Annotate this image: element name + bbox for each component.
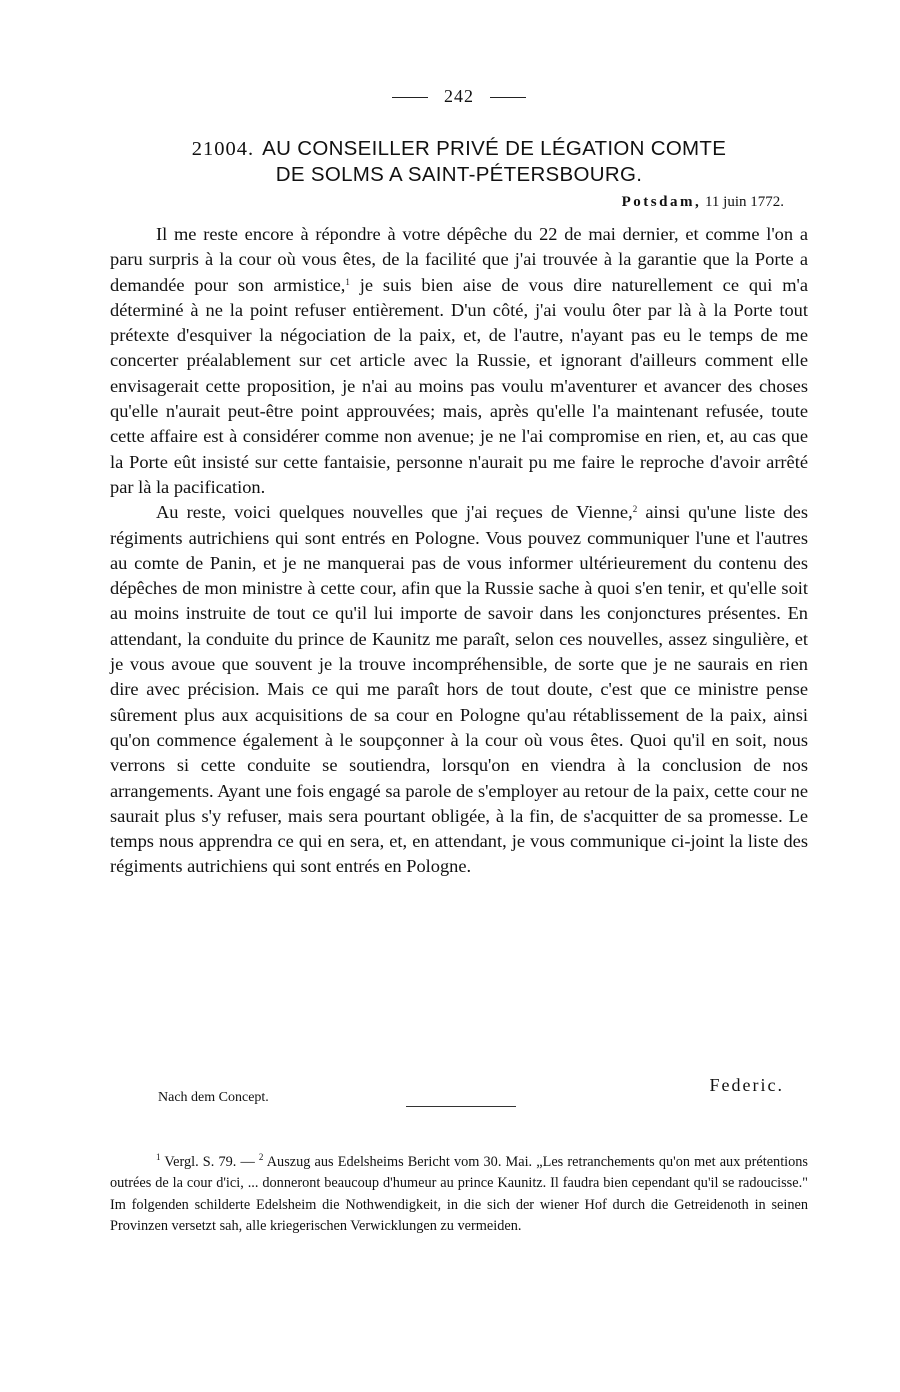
page-number-dash-right [490,97,526,98]
paragraph-2-text-a: Au reste, voici quelques nouvelles que j'ai reçues de Vienne, [156,502,633,523]
footnote-marker-2: 2 [258,1152,264,1162]
heading-line-2: DE SOLMS A SAINT-PÉTERSBOURG. [275,163,643,186]
heading-line-1 [110,136,808,162]
footnote-marker-1: 1 [156,1152,161,1162]
footnotes [110,1152,808,1237]
paragraph-2-text-b: ainsi qu'une liste des régiments autrichiens qui sont entrés en Pologne. Vous pouvez communiquer l'une et l'autres au comte de Panin, et je ne manquerai pas de vous informer ultérieurement du contenu des dépêches de mon ministre à cette cour, afin que la Russie sache à quoi s'en tenir, et qu'elle soit au moins instruite de tout ce qu'il lui importe de savoir dans les conjonctures présentes. En attendant, la conduite du prince de Kaunitz me paraît, selon ces nouvelles, assez singulière, et je vous avoue que souvent je la trouve incompréhensible, de sorte que je ne saurais en rien dire avec précision. Mais ce qui me paraît hors de tout doute, c'est que ce ministre pense sûrement plus aux acquisitions de sa cour en Pologne qu'au rétablissement de la paix, ainsi qu'on commence également à le soupçonner à la cour où vous êtes. Quoi qu'il en soit, nous verrons si cette conduite se soutiendra, lorsqu'on en viendra à la conclusion de nos arrangements. Ayant une fois engagé sa parole de s'employer au retour de la paix, cette cour ne saurait plus s'y refuser, mais sera pourtant obligée, à la fin, de s'acquitter de sa promesse. Le temps nous apprendra ce qui en sera, et, en attendant, je vous communique ci-joint la liste des régiments autrichiens qui sont entrés en Pologne. [110,502,808,877]
paragraph-1-text-b: je suis bien aise de vous dire naturellement ce qui m'a déterminé à ne la point refuser entièrement. D'un côté, j'ai voulu ôter par là à la Porte tout prétexte d'esquiver la négociation de la paix, et, de l'autre, n'ayant pas eu le temps de me concerter préalablement sur cet article avec la Russie, et ignorant d'ailleurs comment elle envisagerait cette proposition, je n'ai au moins pas voulu m'aventurer et avancer des choses qu'elle n'aurait peut-être point approuvées; mais, après qu'elle l'a maintenant refusée, toute cette affaire est à considérer comme non avenue; je ne l'ai compromise en rien, et, au cas que la Porte eût insisté sur cette fantaisie, personne n'aurait pu me faire le reproche d'avoir arrêté par là la pacification. [110,274,808,497]
footnote-ref-2: 2 [632,504,638,515]
dateline-date: 11 juin 1772. [704,194,784,210]
signature: Federic. [709,1075,784,1095]
footnote-text-2: Auszug aus Edelsheims Bericht vom 30. Mai. „Les retranchements qu'on met aux prétentions outrées de la cour d'ici, ... donneront beaucoup d'humeur au prince Kaunitz. Il faudra bien cependant qu'il se radoucisse." Im folgenden schilderte Edelsheim die Nothwendigkeit, in die sich der wiener Hof durch die Getreidenoth in seinen Provinzen versetzt sah, alle kriegerischen Verwicklungen zu vermeiden. [110,1154,808,1234]
page-number-text: 242 [444,86,474,106]
paragraph-1-text-a: Il me reste encore à répondre à votre dépêche du 22 de mai dernier, et comme l'on a paru surpris à la cour où vous êtes, de la facilité que j'ai trouvée à la garantie que la Porte a demandée pour son armistice, [110,224,808,295]
paragraph-1 [110,222,808,500]
footnote-text-1: Vergl. S. 79. — [160,1154,259,1170]
footnote-block [110,1152,808,1237]
letter-heading [110,136,808,188]
dateline [622,194,784,211]
separator-rule [406,1106,516,1107]
heading-text-1: AU CONSEILLER PRIVÉ DE LÉGATION COMTE [262,137,727,160]
page-number-dash-left [392,97,428,98]
page-number [110,86,808,107]
letter-body [110,222,808,880]
dateline-place: Potsdam, [621,194,702,210]
letter-number: 21004. [191,138,255,160]
source-note: Nach dem Concept. [158,1090,269,1105]
footnote-ref-1: 1 [345,276,350,287]
paragraph-2 [110,500,808,879]
